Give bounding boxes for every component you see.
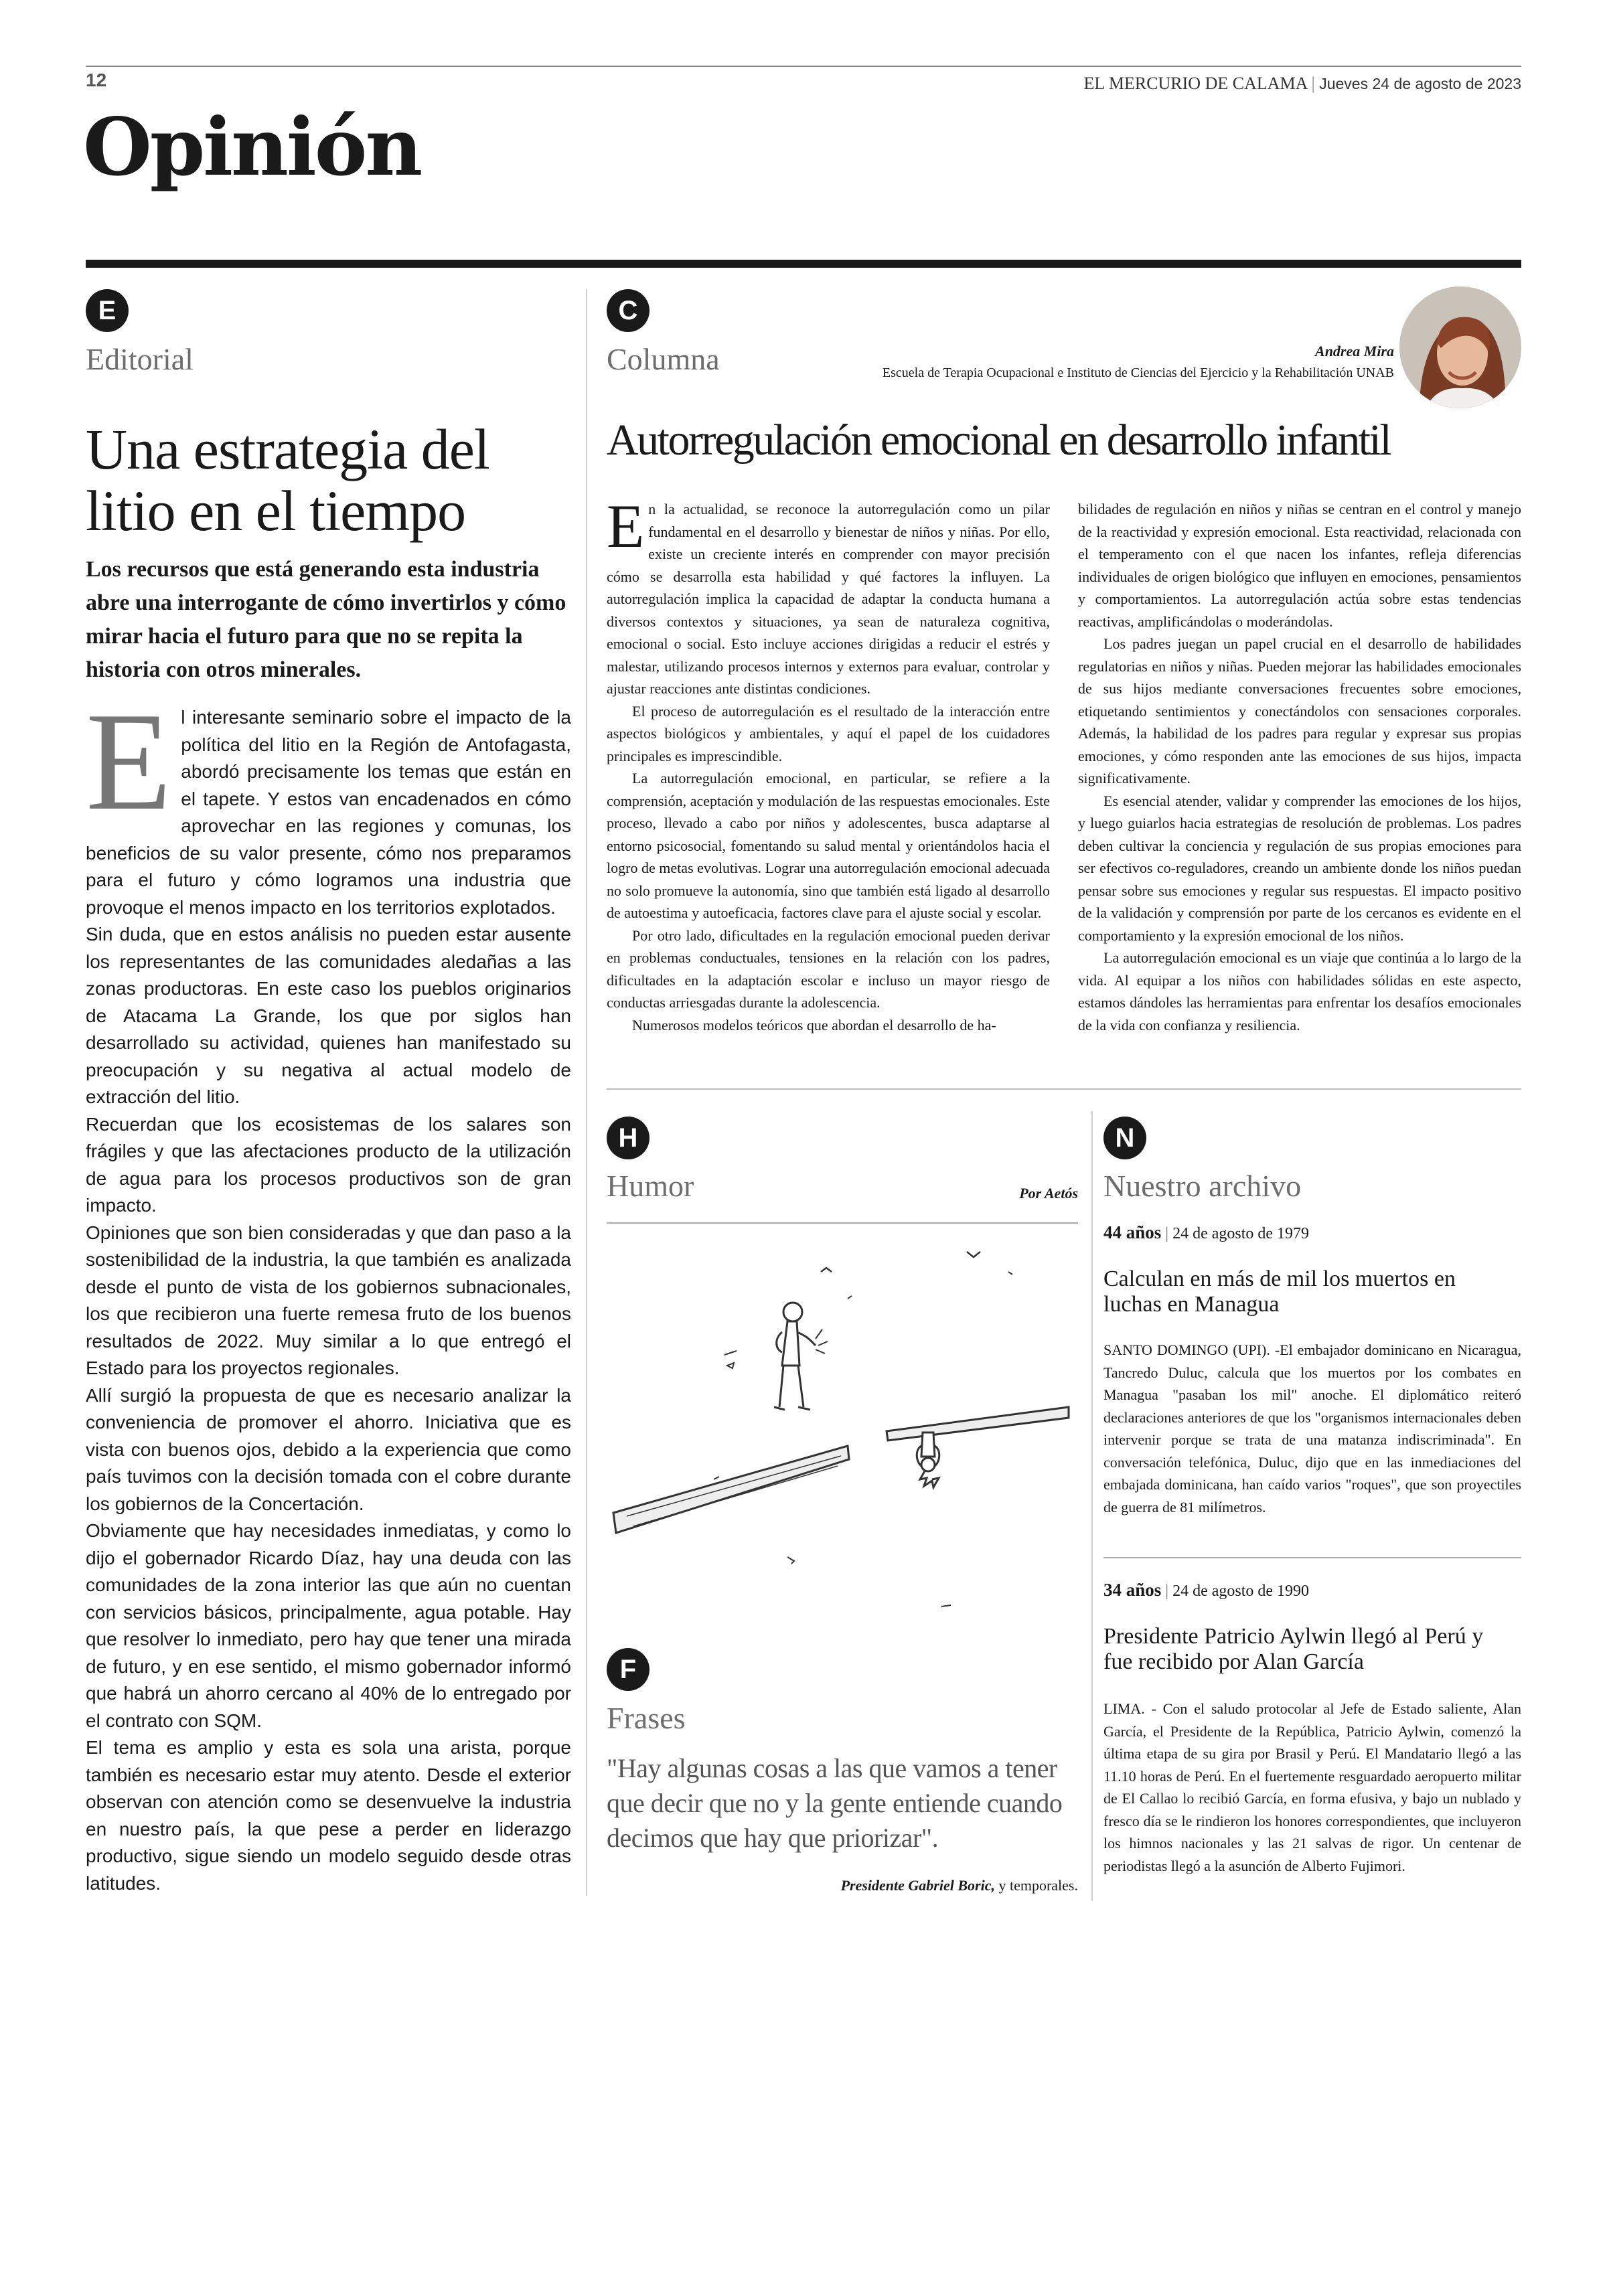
archivo-item2-text: LIMA. - Con el saludo protocolar al Jefe de Estado saliente, Alan García, el Presidente de la República, Patricio Aylwin, comenzó la última etapa de su gira por Brasil y Perú. El Mandatario llegó a las 11.10 horas de Perú. En el fuertemente resguardado aeropuerto militar de El Callao lo recibió García, en forma efusiva, y bajo un nublado y fresco día se le rindieron los honores correspondientes, que incluyeron los himnos nacionales y las 21 salvas de rigor. Un centenar de periodistas llegó a la asunción de Alberto Fujimori. — [1103, 1700, 1521, 1874]
editorial-paragraph: Sin duda, que en estos análisis no pueden estar ausente los representantes de las comunidades aledañas a las zonas productoras. En este caso los pueblos originarios de Atacama La Grande, los que por siglos han desarrollado su actividad, quienes han manifestado su preocupación y su negativa al actual modelo de extracción del litio. — [86, 924, 571, 1107]
column-divider — [586, 289, 587, 1896]
editorial-badge: E — [86, 289, 129, 332]
newspaper-name: EL MERCURIO DE CALAMA — [1083, 74, 1307, 93]
editorial-drop-cap: E — [86, 684, 172, 839]
column-paragraph: El proceso de autorregulación es el resultado de la interacción entre aspectos biológicos y ambientales, y aquí el papel de los cuidadores principales es imprescindible. — [607, 702, 1050, 764]
column-drop-cap: E — [607, 492, 645, 560]
editorial-paragraph: Opiniones que son bien consideradas y que dan paso a la sostenibilidad de la industria, la que también es analizada desde el punto de vista de los gobiernos subnacionales, los que recibieron una fuerte remesa fruto de los buenos resultados de 2022. Muy similar a lo que entregó el Estado para los proyectos regionales. — [86, 1222, 571, 1378]
frases-attribution — [841, 1877, 1078, 1894]
editorial-lead: Los recursos que está generando esta industria abre una interrogante de cómo invertirlos y cómo mirar hacia el futuro para que no se repita la historia con otros minerales. — [86, 557, 566, 682]
humor-label: Humor — [607, 1169, 694, 1203]
frases-attribution-context: y temporales. — [994, 1877, 1078, 1894]
editorial-headline-line2: litio en el tiempo — [86, 479, 466, 543]
column-paragraph: Numerosos modelos teóricos que abordan el desarrollo de ha- — [632, 1016, 996, 1034]
archivo-item1-text: SANTO DOMINGO (UPI). -El embajador dominicano en Nicaragua, Tancredo Duluc, calcula que los muertos por los combates en Managua "pasaban los mil" anoche. El diplomático reiteró declaraciones anteriores de que los "organismos internacionales deben intervenir porque se trata de una matanza indiscriminada". En conversación telefónica, Duluc, dijo que en las inmediaciones del embajada dominicana, han caído varios "roques", que son proyectiles de guerra de 81 milímetros. — [1103, 1341, 1521, 1515]
archivo-item2-headline: Presidente Patricio Aylwin llegó al Perú y fue recibido por Alan García — [1103, 1624, 1484, 1674]
frases-badge: F — [607, 1648, 649, 1691]
archivo-item-separator — [1103, 1557, 1521, 1558]
page-number: 12 — [86, 70, 107, 90]
column-text-col1 — [607, 492, 1050, 1036]
archivo-label: Nuestro archivo — [1103, 1169, 1302, 1203]
archivo-item2-date: 24 de agosto de 1990 — [1172, 1582, 1310, 1600]
editorial-headline-line1: Una estrategia del — [86, 417, 489, 481]
editorial-label: Editorial — [86, 342, 194, 376]
column-paragraph: La autorregulación emocional, en particular, se refiere a la comprensión, aceptación y modulación de las respuestas emocionales. Este proceso, llevado a cabo por niños y adolescentes, busca adaptarse al entorno psicosocial, fomentando su salud mental y orientándolos hacia el logro de metas evolutivas. Lograr una autorregulación emocional adecuada no solo promueve la autonomía, sino que también está ligado al desarrollo de autoestima y autoeficacia, factores clave para el ajuste social y escolar. — [607, 770, 1050, 921]
editorial-paragraph: l interesante seminario sobre el impacto de la política del litio en la Región de Antofagasta, abordó precisamente los temas que están en el tapete. Y estos van encadenados en cómo aprovechar en las regiones y comunas, los beneficios de su valor presente, cómo nos preparamos para el futuro y cómo logramos una industria que provoque el menos impacto en los territorios explotados. — [86, 707, 571, 918]
column-headline: Autorregulación emocional en desarrollo infantil — [607, 416, 1391, 465]
column-bottom-rule — [607, 1088, 1521, 1090]
author-name: Andrea Mira — [1315, 343, 1394, 359]
column-paragraph: La autorregulación emocional es un viaje que continúa a lo largo de la vida. Al equipar a los niños con habilidades sólidas en este aspecto, estamos dándoles las herramientas para enfrentar los desafíos emocionales de la vida con confianza y resiliencia. — [1078, 949, 1521, 1034]
frases-quote: "Hay algunas cosas a las que vamos a tener que decir que no y la gente entiende cuando decimos que hay que priorizar". — [607, 1753, 1063, 1853]
column-label: Columna — [607, 342, 720, 376]
frases-label: Frases — [607, 1701, 686, 1735]
column-text-col2 — [1078, 498, 1521, 1036]
archivo-badge: N — [1103, 1117, 1146, 1159]
column-paragraph: Por otro lado, dificultades en la regulación emocional pueden derivar en problemas conductuales, tensiones en la relación con los padres, dificultades en la adaptación escolar e incluso un mayor riesgo de conductas arriesgadas durante la adolescencia. — [607, 926, 1050, 1011]
humor-credit: Por Aetós — [1019, 1185, 1078, 1202]
editorial-paragraph: Recuerdan que los ecosistemas de los salares son frágiles y que las afectaciones producto de la utilización de agua para los procesos productivos son de gran impacto. — [86, 1113, 571, 1216]
archivo-item1-dateline: 44 años | 24 de agosto de 1979 — [1103, 1222, 1310, 1242]
archivo-item1-body — [1103, 1339, 1521, 1518]
editorial-paragraph: El tema es amplio y esta es sola una arista, porque también es necesario estar muy atento. Desde el exterior observan con atención como se desenvuelve la industria en nuestro país, la que pese a perder en liderazgo productivo, sigue siendo un modelo seguido desde otras latitudes. — [86, 1737, 571, 1894]
author-photo — [1399, 286, 1521, 408]
frases-attribution-name: Presidente Gabriel Boric, — [840, 1877, 995, 1894]
editorial-headline — [86, 418, 595, 542]
humor-cartoon — [607, 1232, 1078, 1633]
column-paragraph: bilidades de regulación en niños y niñas se centran en el control y manejo de la reactividad y expresión emocional. Esta reactividad, relacionada con el temperamento con el que nacen los infantes, refleja diferencias individuales de origen biológico que influyen en emociones, pensamientos y comportamientos. La autorregulación actúa sobre estas tendencias reactivas, amplificándolas o moderándolas. — [1078, 501, 1521, 630]
section-top-bar — [86, 260, 1521, 268]
archivo-item1-headline: Calculan en más de mil los muertos en luchas en Managua — [1103, 1266, 1456, 1317]
archivo-item1-date: 24 de agosto de 1979 — [1172, 1225, 1310, 1242]
archivo-item2-dateline: 34 años | 24 de agosto de 1990 — [1103, 1580, 1310, 1600]
author-affiliation: Escuela de Terapia Ocupacional e Instituto de Ciencias del Ejercicio y la Rehabilitación UNAB — [882, 365, 1394, 380]
archivo-item1-years: 44 años — [1103, 1222, 1162, 1242]
editorial-paragraph: Allí surgió la propuesta de que es necesario analizar la conveniencia de promover el ahorro. Iniciativa que es vista con buenos ojos, debido a la experiencia que como país tuvimos con la decisión tomada con el cobre durante los gobiernos de la Concertación. — [86, 1384, 571, 1514]
masthead-line: EL MERCURIO DE CALAMA | Jueves 24 de agosto de 2023 — [1083, 74, 1521, 93]
archivo-divider — [1091, 1111, 1093, 1901]
editorial-paragraph: Obviamente que hay necesidades inmediatas, y como lo dijo el gobernador Ricardo Díaz, hay una deuda con las comunidades de la zona interior las que aún no cuentan con servicios básicos, principalmente, agua potable. Hay que resolver lo inmediato, pero hay que tener una mirada de futuro, y en ese sentido, el mismo gobernador informó que habrá un ahorro cercano al 40% de lo entregado por el contrato con SQM. — [86, 1520, 571, 1731]
humor-rule — [607, 1222, 1078, 1224]
archivo-item2-body — [1103, 1698, 1521, 1877]
column-paragraph: Es esencial atender, validar y comprender las emociones de los hijos, y luego guiarlos hacia estrategias de resolución de problemas. Los padres deben cultivar la conciencia y regulación de sus propias emociones para ser efectivos co-reguladores, creando un ambiente donde los niños puedan pensar sobre sus emociones y regular sus respuestas. El impacto positivo de la validación y comprensión por parte de los cercanos es evidente en el comportamiento y la expresión emocional de los niños. — [1078, 792, 1521, 944]
editorial-body — [86, 684, 571, 1897]
column-paragraph: Los padres juegan un papel crucial en el desarrollo de habilidades regulatorias en niños y niñas. Pueden mejorar las habilidades emocionales de sus hijos mediante conversaciones frecuentes sobre emociones, etiquetando sentimientos y conectándolos con sensaciones corporales. Además, la habilidad de los padres para regular y expresar sus propias emociones, y cómo responden ante las emociones de sus hijos, impacta significativamente. — [1078, 635, 1521, 787]
column-paragraph: n la actualidad, se reconoce la autorregulación como un pilar fundamental en el desarrollo y bienestar de niños y niñas. Por ello, existe un creciente interés en comprender con mayor precisión cómo se desarrolla esta habilidad y qué factores la influyen. La autorregulación implica la capacidad de adaptar la conducta humana a diversos contextos y situaciones, ya sean de naturaleza cognitiva, emocional o social. Esto incluye acciones dirigidas a reducir el estrés y malestar, utilizando procesos internos y externos para evaluar, controlar y ajustar reacciones ante distintas condiciones. — [607, 501, 1050, 697]
header-top-rule — [86, 66, 1521, 67]
section-title: Opinión — [83, 100, 421, 193]
archivo-item2-years: 34 años — [1103, 1580, 1162, 1600]
column-badge: C — [607, 289, 649, 332]
humor-badge: H — [607, 1117, 649, 1159]
publication-date: Jueves 24 de agosto de 2023 — [1319, 75, 1521, 92]
